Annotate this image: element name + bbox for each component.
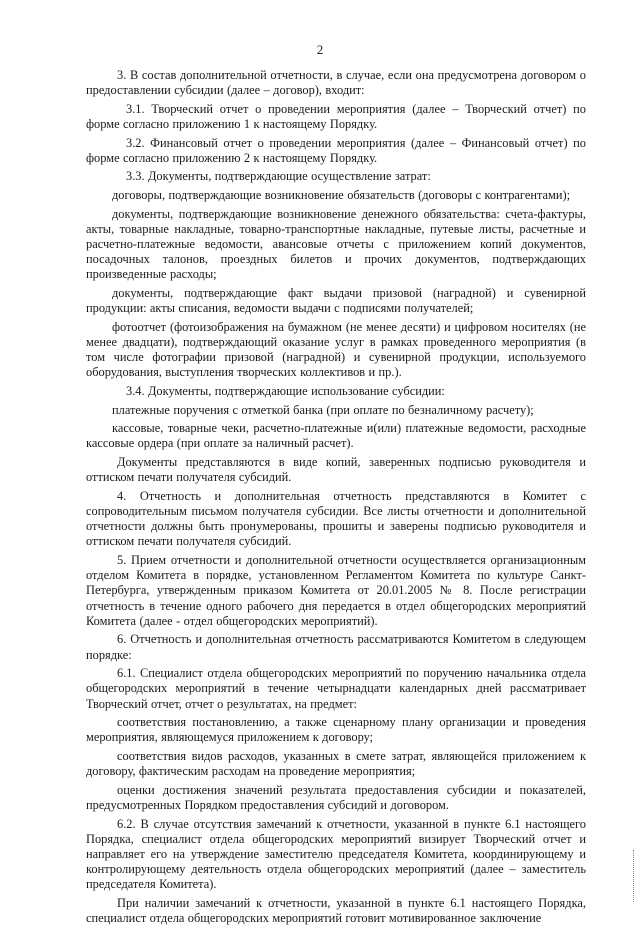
paragraph: 6.1. Специалист отдела общегородских мероприятий по поручению начальника отдела общегородских мероприятий в течение четырнадцати календарных дней рассматривает Творческий отчет, отчет о результатах, на предмет:: [86, 666, 586, 711]
paragraph: кассовые, товарные чеки, расчетно-платежные и(или) платежные ведомости, расходные кассовые ордера (при оплате за наличный расчет).: [86, 421, 586, 451]
paragraph: договоры, подтверждающие возникновение обязательств (договоры с контрагентами);: [112, 187, 571, 202]
paragraph: 6. Отчетность и дополнительная отчетность рассматриваются Комитетом в следующем порядке:: [86, 632, 586, 662]
paragraph: платежные поручения с отметкой банка (при оплате по безналичному расчету);: [112, 402, 534, 417]
paragraph: документы, подтверждающие возникновение денежного обязательства: счета-фактуры, акты, товарные накладные, товарно-транспортные накладные, путевые листы, расчетные и расчетно-платежные ведомости, авансовые отчеты с приложением копий документов, посадочных талонов, проездных билетов и прочих документов, подтверждающих произведенные расходы;: [86, 206, 586, 282]
paragraph: 4. Отчетность и дополнительная отчетность представляются в Комитет с сопроводительным письмом получателя субсидии. Все листы отчетности и дополнительной отчетности должны быть пронумерованы, прошиты и заверены подписью руководителя и оттиском печати получателя субсидий.: [86, 488, 586, 549]
paragraph: оценки достижения значений результата предоставления субсидии и показателей, предусмотренных Порядком предоставления субсидий и договором.: [86, 782, 586, 812]
paragraph: фотоотчет (фотоизображения на бумажном (не менее десяти) и цифровом носителях (не менее двадцати), подтверждающий оказание услуг в рамках проведенного мероприятия (в том числе фотографии призовой (наградной) и сувенирной продукции, используемого оборудования, выступления творческих коллективов и пр.).: [86, 319, 586, 380]
page-edge-mark: [632, 850, 634, 902]
paragraph: Документы представляются в виде копий, заверенных подписью руководителя и оттиском печати получателя субсидий.: [86, 454, 586, 485]
page-number: 2: [316, 42, 324, 57]
paragraph: 3.3. Документы, подтверждающие осуществление затрат:: [126, 169, 431, 184]
paragraph: При наличии замечаний к отчетности, указанной в пункте 6.1 настоящего Порядка, специалист отдела общегородских мероприятий готовит мотивированное заключение: [86, 895, 586, 926]
paragraph: 3.4. Документы, подтверждающие использование субсидии:: [126, 383, 445, 398]
paragraph: 3.2. Финансовый отчет о проведении мероприятия (далее – Финансовый отчет) по форме согласно приложению 2 к настоящему Порядку.: [86, 135, 586, 165]
paragraph: документы, подтверждающие факт выдачи призовой (наградной) и сувенирной продукции: акты списания, ведомости выдачи с подписями получателей;: [86, 285, 586, 316]
paragraph: соответствия постановлению, а также сценарному плану организации и проведения мероприятия, являющемуся приложением к договору;: [86, 715, 586, 745]
paragraph: 3.1. Творческий отчет о проведении мероприятия (далее – Творческий отчет) по форме согласно приложению 1 к настоящему Порядку.: [86, 101, 586, 131]
paragraph: 5. Прием отчетности и дополнительной отчетности осуществляется организационным отделом Комитета в порядке, установленном Регламентом Комитета по культуре Санкт-Петербурга, утвержденным приказом Комитета от 20.01.2005 № 8. После регистрации отчетность в течение одного рабочего дня передается в отдел общегородских мероприятий Комитета (далее - отдел общегородских мероприятий).: [86, 552, 586, 628]
paragraph: 3. В состав дополнительной отчетности, в случае, если она предусмотрена договором о предоставлении субсидии (далее – договор), входит:: [86, 68, 586, 98]
document-body: [86, 68, 586, 930]
paragraph: 6.2. В случае отсутствия замечаний к отчетности, указанной в пункте 6.1 настоящего Порядка, специалист отдела общегородских мероприятий визирует Творческий отчет и направляет его на утверждение заместителю председателя Комитета, координирующему и контролирующему деятельность отдела общегородских мероприятий (далее – заместитель председателя Комитета).: [86, 816, 586, 892]
paragraph: соответствия видов расходов, указанных в смете затрат, являющейся приложением к договору, фактическим расходам на проведение мероприятия;: [86, 748, 586, 779]
